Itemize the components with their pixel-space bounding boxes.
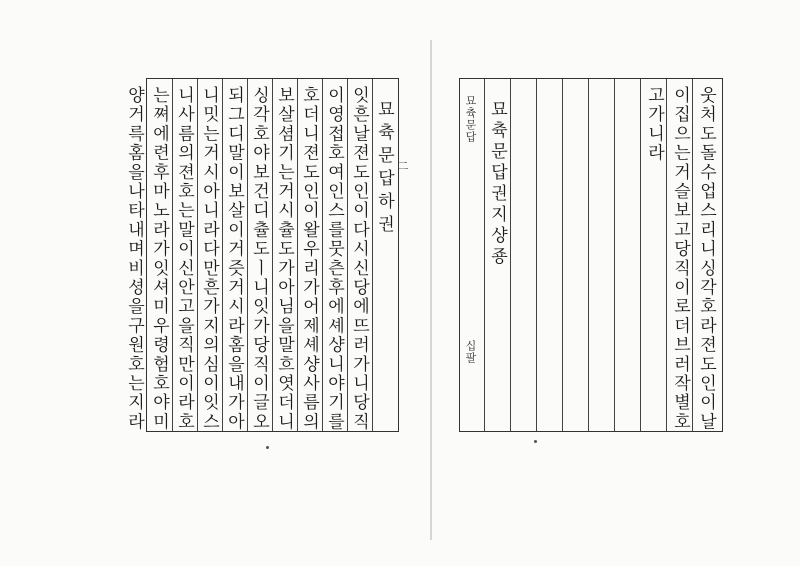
column-rule: [172, 79, 173, 431]
column-rule: [640, 79, 641, 431]
column-rule: [510, 79, 511, 431]
column-rule: [588, 79, 589, 431]
text-column: 싱각호야보건디츌도ㅣ니잇가당직이글오: [249, 86, 269, 432]
column-rule: [562, 79, 563, 431]
column-rule: [692, 79, 693, 431]
text-column: 호더니젼도인이왈우리가어제셰샹사름의: [299, 86, 319, 432]
text-column: 보살셤기는거시츌도가아님을말흐엿더니: [274, 86, 294, 432]
column-rule: [372, 79, 373, 431]
text-column: 이영접호여인스를뭇츤후에셰샹니야기를: [324, 86, 344, 432]
text-column: 잇흔날젼도인이다시신당에뜨러가니당직: [349, 86, 369, 432]
text-column: 는쪄에련후마노라가잇셔미우령험호야미: [149, 86, 169, 432]
column-rule: [247, 79, 248, 431]
text-column: 되그디말이보살이거즛거시라홈을내가아: [224, 86, 244, 432]
text-column: 니사름의젼호는말이신안고을직만이라호: [174, 86, 194, 432]
right-margin-label: 묘츅문답: [464, 95, 477, 143]
column-rule: [536, 79, 537, 431]
ink-speck: [266, 446, 269, 449]
column-rule: [222, 79, 223, 431]
text-column: 고가니라: [644, 86, 664, 163]
column-rule: [297, 79, 298, 431]
page-number: 십팔: [464, 340, 477, 364]
column-rule: [614, 79, 615, 431]
column-rule: [347, 79, 348, 431]
right-page: [432, 0, 800, 566]
text-column: 웃처도돌수업스리니싱각호라젼도인이날: [696, 86, 716, 432]
volume-end-title: 묘츅문답권지샹죵: [487, 100, 507, 268]
left-page-title: 묘츅문답하권: [374, 100, 394, 238]
text-column: 이집으는거슬보고당직이로더브러작별호: [670, 86, 690, 432]
text-column: 양거륵홈을나타내며비셩을구원호는지라: [124, 86, 144, 432]
column-rule: [197, 79, 198, 431]
column-rule: [666, 79, 667, 431]
column-rule: [484, 79, 485, 431]
ink-speck: [534, 440, 537, 443]
column-rule: [322, 79, 323, 431]
left-margin-mark: 二: [396, 160, 409, 172]
column-rule: [272, 79, 273, 431]
text-column: 니밋는거시아니라다만흔가지의심이잇스: [199, 86, 219, 432]
